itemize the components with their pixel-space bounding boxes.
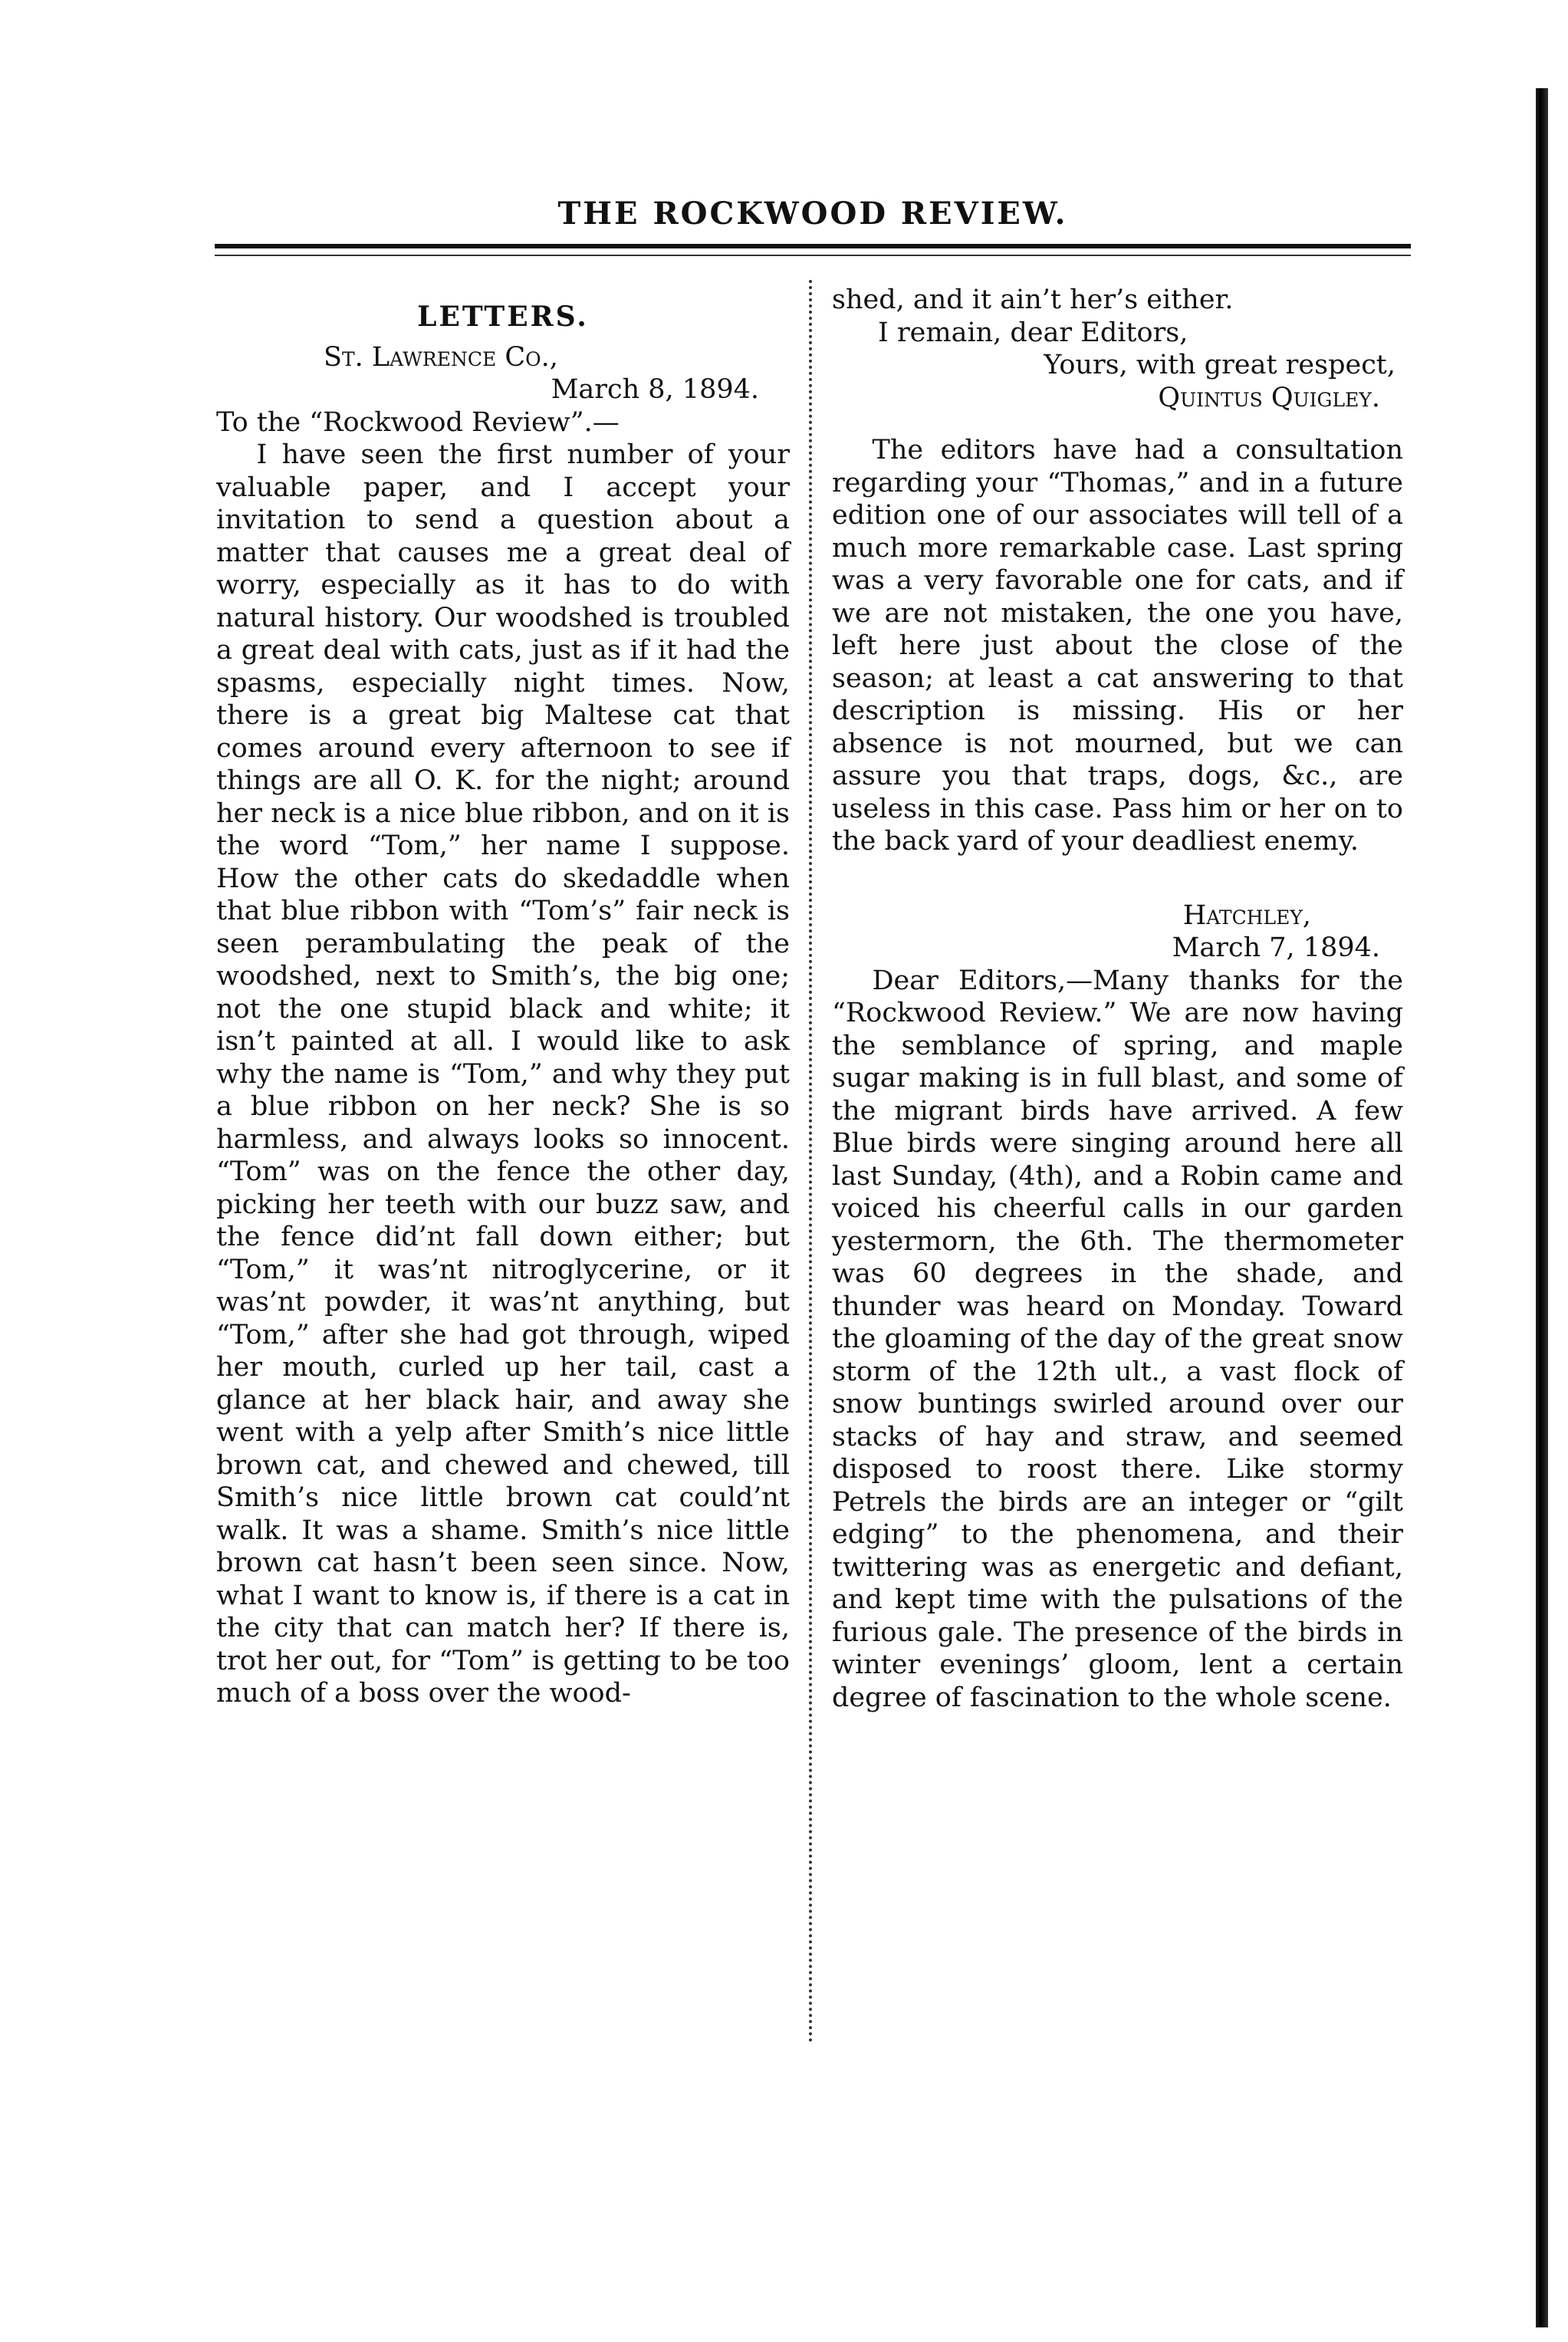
second-letter-place: Hatchley, (1182, 900, 1311, 931)
letter-closing: I remain, dear Editors, (878, 317, 1188, 348)
letter-salutation: To the “Rockwood Review”.— (216, 406, 620, 438)
second-letter-date: March 7, 1894. (1172, 933, 1380, 963)
header-rule-thin (215, 255, 1411, 256)
letter-body: I have seen the first number of your valuable paper, and I accept your invitation to send a question about a matter that causes me a great deal of worry, especially as it has to do with natural history. Our woodshed is troubled a great deal with cats, just as if it had the spasms, especially night times. Now, there is a great big Maltese cat that comes around every afternoon to see if things are all O. K. for the night; around her neck is a nice blue ribbon, and on it is the word “Tom,” her name I suppose. How the other cats do skedaddle when that blue ribbon with “Tom’s” fair neck is seen perambulating the peak of the woodshed, next to Smith’s, the big one; not the one stupid black and white; it isn’t painted at all. I would like to ask why the name is “Tom,” and why they put a blue ribbon on her neck? She is so harmless, and always looks so innocent. “Tom” was on the fence the other day, picking her teeth with our buzz saw, and the fence did’nt fall down either; but “Tom,” it was’nt nitroglycerine, or it was’nt powder, it was’nt anything, but “Tom,” after she had got through, wiped her mouth, curled up her tail, cast a glance at her black hair, and away she went with a yelp after Smith’s nice little brown cat, and chewed and chewed, till Smith’s nice little brown cat could’nt walk. It was a shame. Smith’s nice little brown cat hasn’t been seen since. Now, what I want to know is, if there is a cat in the city that can match her? If there is, trot her out, for “Tom” is getting to be too much of a boss over the wood- (216, 439, 790, 1709)
page-edge-shadow (1536, 88, 1548, 2327)
section-heading: LETTERS. (417, 301, 589, 333)
letter-closing-respect: Yours, with great respect, (1044, 350, 1395, 380)
second-letter-body: Dear Editors,—Many thanks for the “Rockwood Review.” We are now having the semblance of spring, and maple sugar making is in full blast, and some of the migrant birds have arrived. A few Blue birds were singing around here all last Sunday, (4th), and a Robin came and voiced his cheerful calls in our garden yestermorn, the 6th. The thermometer was 60 degrees in the shade, and thunder was heard on Monday. Toward the gloaming of the day of the great snow storm of the 12th ult., a vast flock of snow buntings swirled around over our stacks of hay and straw, and seemed disposed to roost there. Like stormy Petrels the birds are an integer or “gilt edging” to the phenomena, and their twittering was as energetic and defiant, and kept time with the pulsations of the furious gale. The presence of the birds in winter evenings’ gloom, lent a certain degree of fascination to the whole scene. (832, 965, 1403, 1713)
right-column (832, 284, 1403, 1714)
letter-signature: Quintus Quigley. (1158, 382, 1380, 413)
letter-place: St. Lawrence Co., (324, 341, 558, 373)
editors-reply: The editors have had a consultation regarding your “Thomas,” and in a future edition one of our associates will tell of a much more remarkable case. Last spring was a very favorable one for cats, and if we are not mistaken, the one you have, left here just about the close of the season; at least a cat answering to that description is missing. His or her absence is not mourned, but we can assure you that traps, dogs, &c., are useless in this case. Pass him or her on to the back yard of your deadliest enemy. (832, 435, 1403, 857)
left-column (216, 284, 790, 1710)
column-divider (809, 280, 812, 2044)
header-rule-thick (215, 244, 1411, 248)
letter-continuation: shed, and it ain’t her’s either. (832, 285, 1234, 315)
page-header: THE ROCKWOOD REVIEW. (557, 196, 1068, 232)
letter-date: March 8, 1894. (551, 374, 759, 405)
